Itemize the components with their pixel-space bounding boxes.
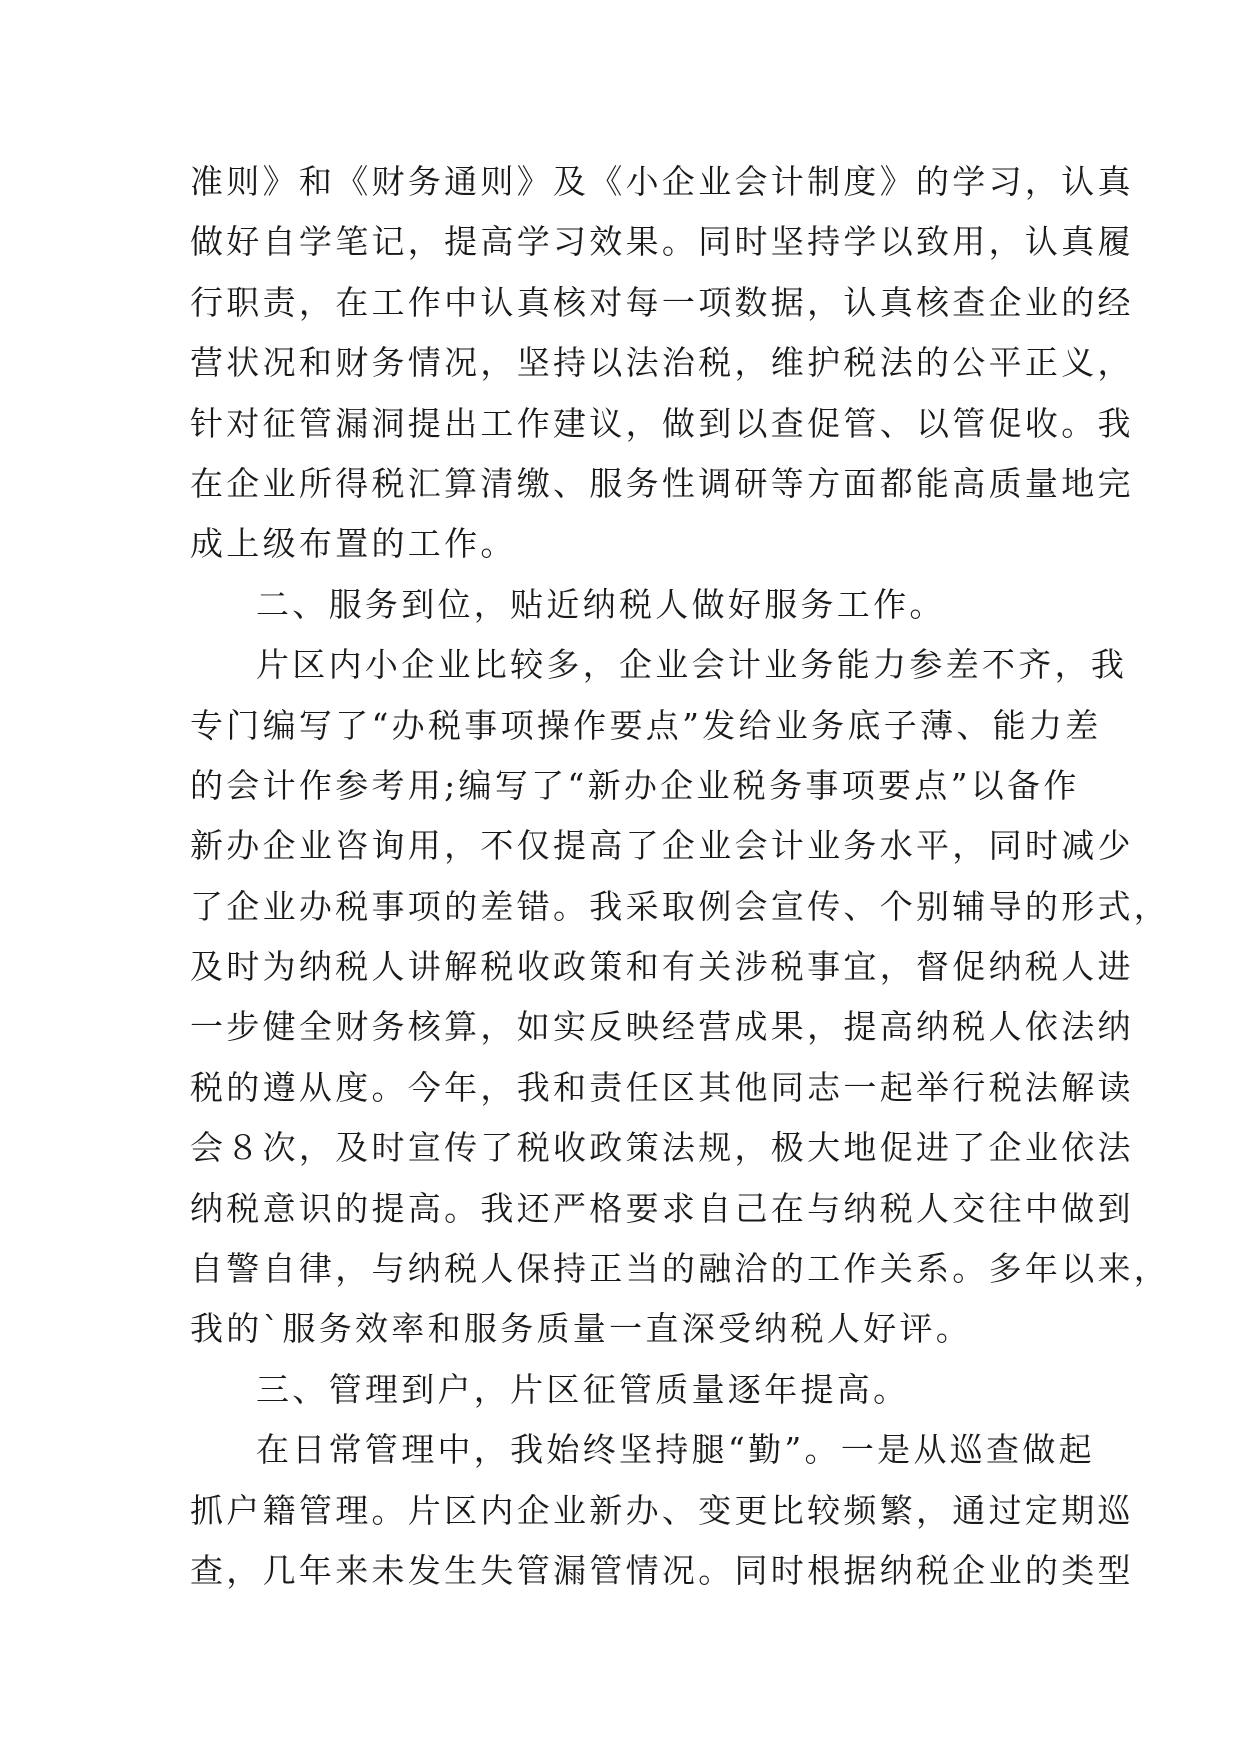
- text-line: 成上级布置的工作。: [190, 524, 517, 564]
- paragraph-first-line: 片区内小企业比较多，企业会计业务能力参差不齐，我: [256, 645, 1128, 685]
- text-line: 查，几年来未发生失管漏管情况。同时根据纳税企业的类型: [190, 1550, 1134, 1590]
- text-line: 自警自律，与纳税人保持正当的融洽的工作关系。多年以来，: [190, 1249, 1171, 1289]
- text-line: 一步健全财务核算，如实反映经营成果，提高纳税人依法纳: [190, 1007, 1134, 1047]
- text-line: 及时为纳税人讲解税收政策和有关涉税事宜，督促纳税人进: [190, 947, 1134, 987]
- text-line: 专门编写了“办税事项操作要点”发给业务底子薄、能力差: [190, 705, 1102, 745]
- section-heading: 三、管理到户，片区征管质量逐年提高。: [256, 1369, 910, 1409]
- section-heading: 二、服务到位，贴近纳税人做好服务工作。: [256, 584, 946, 624]
- text-line: 税的遵从度。今年，我和责任区其他同志一起举行税法解读: [190, 1067, 1134, 1107]
- text-line: 了企业办税事项的差错。我采取例会宣传、个别辅导的形式，: [190, 886, 1171, 926]
- text-line: 的会计作参考用;编写了“新办企业税务事项要点”以备作: [190, 765, 1080, 805]
- paragraph-first-line: 在日常管理中，我始终坚持腿“勤”。一是从巡查做起: [256, 1430, 1095, 1470]
- text-line: 在企业所得税汇算清缴、服务性调研等方面都能高质量地完: [190, 463, 1134, 503]
- text-line: 我的`服务效率和服务质量一直深受纳税人好评。: [190, 1309, 973, 1349]
- text-line: 准则》和《财务通则》及《小企业会计制度》的学习，认真: [190, 162, 1134, 201]
- text-line: 行职责，在工作中认真核对每一项数据，认真核查企业的经: [190, 282, 1134, 322]
- text-line: 做好自学笔记，提高学习效果。同时坚持学以致用，认真履: [190, 222, 1134, 262]
- document-body: [190, 152, 1171, 1601]
- text-line: 针对征管漏洞提出工作建议，做到以查促管、以管促收。我: [190, 403, 1134, 443]
- text-line: 纳税意识的提高。我还严格要求自己在与纳税人交往中做到: [190, 1188, 1134, 1228]
- text-line: 会８次，及时宣传了税收政策法规，极大地促进了企业依法: [190, 1128, 1134, 1168]
- text-line: 新办企业咨询用，不仅提高了企业会计业务水平，同时减少: [190, 826, 1134, 866]
- text-line: 营状况和财务情况，坚持以法治税，维护税法的公平正义，: [190, 343, 1134, 383]
- text-line: 抓户籍管理。片区内企业新办、变更比较频繁，通过定期巡: [190, 1490, 1134, 1530]
